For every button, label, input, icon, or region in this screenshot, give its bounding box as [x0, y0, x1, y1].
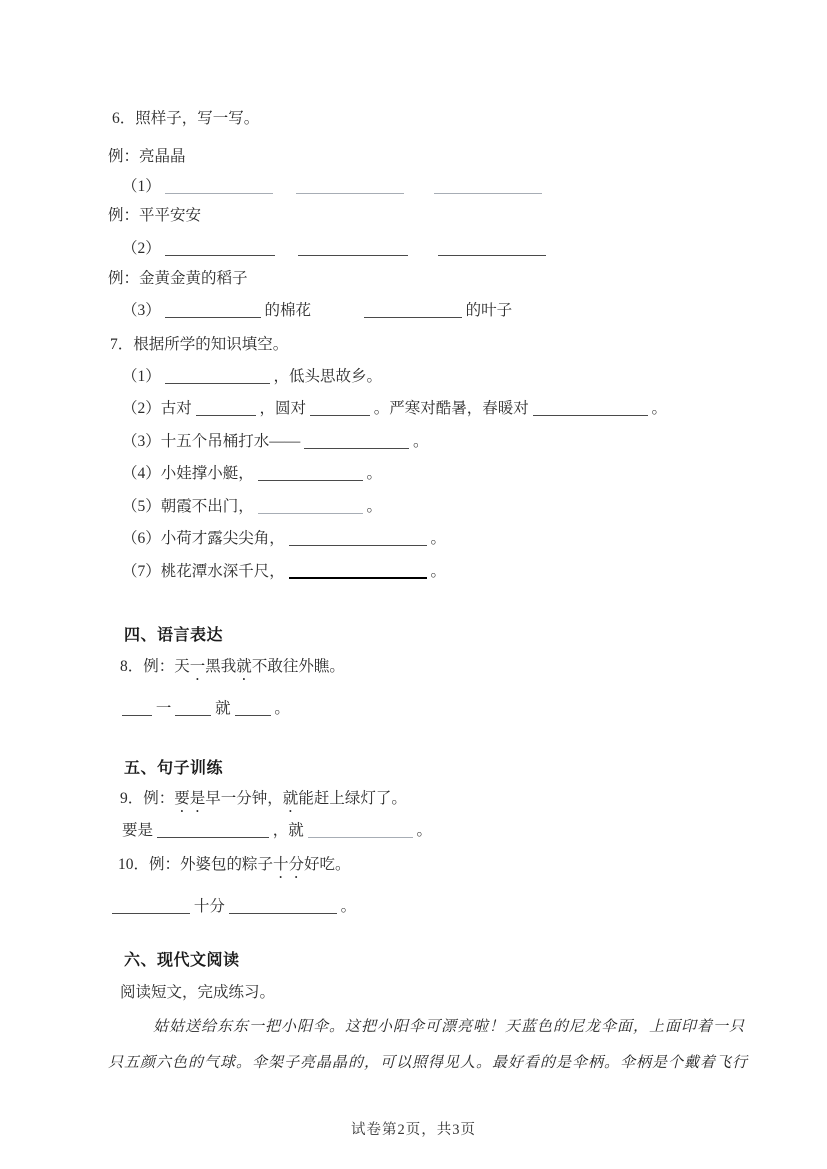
- q6-example-3: [108, 268, 248, 290]
- question-7-title-text: 7．根据所学的知识填空。: [110, 336, 289, 353]
- instruction-text: 阅读短文，完成练习。: [120, 984, 276, 1001]
- q7-item-1: [122, 366, 382, 388]
- question-6-title-text: 6．照样子，写一写。: [112, 110, 260, 127]
- text-segment: 不敢往外瞧。: [251, 658, 345, 675]
- section-heading-text: 五、句子训练: [124, 760, 224, 777]
- q6-example-2: [108, 205, 201, 227]
- emphasis-text: 就: [282, 790, 299, 807]
- q10-answer-line: [112, 896, 356, 918]
- text-segment: 8．例：天: [120, 658, 190, 675]
- text-segment: 。严寒对酷暑，春暖对: [373, 400, 529, 417]
- blank-underline: [298, 241, 408, 256]
- q7-item-6: [122, 528, 446, 550]
- blank-underline: [175, 701, 211, 716]
- blank-underline: [310, 401, 370, 416]
- page-footer: [0, 1118, 827, 1139]
- item-label: （2）: [122, 240, 161, 257]
- spacer: [408, 190, 430, 191]
- text-segment: 。: [416, 822, 433, 839]
- blank-underline: [308, 823, 413, 838]
- text-segment: 。: [366, 465, 383, 482]
- q9-answer-line: [122, 820, 432, 842]
- example-text: 例：亮晶晶: [108, 148, 186, 165]
- text-segment: 的棉花: [264, 302, 312, 319]
- section-5-heading: [124, 758, 223, 780]
- q6-item-1: [122, 176, 542, 198]
- q6-example-1: [108, 146, 186, 168]
- blank-underline: [165, 179, 273, 194]
- blank-underline: [289, 563, 427, 579]
- blank-underline: [296, 179, 404, 194]
- item-label: （1）: [122, 178, 161, 195]
- blank-underline: [229, 899, 337, 914]
- text-segment: （2）古对: [122, 400, 192, 417]
- item-label: （3）: [122, 302, 161, 319]
- section-heading-text: 四、语言表达: [124, 627, 224, 644]
- spacer: [279, 252, 295, 253]
- q8-answer-line: [122, 698, 290, 720]
- text-segment: 的叶子: [465, 302, 513, 319]
- text-segment: 早一分钟，: [205, 790, 283, 807]
- text-segment: 能赶上绿灯了。: [298, 790, 407, 807]
- text-segment: （6）小荷才露尖尖角，: [122, 530, 285, 547]
- section-6-heading: [124, 950, 240, 972]
- passage-text: 只五颜六色的气球。伞架子亮晶晶的，可以照得见人。最好看的是伞柄。伞柄是个戴着飞行: [108, 1055, 749, 1071]
- spacer: [315, 314, 360, 315]
- blank-underline: [157, 823, 269, 838]
- example-text: 例：平平安安: [108, 207, 202, 224]
- text-segment: （1）: [122, 368, 161, 385]
- passage-text: 姑姑送给东东一把小阳伞。这把小阳伞可漂亮啦！天蓝色的尼龙伞面，上面印着一只: [153, 1019, 746, 1035]
- q10-example: [118, 854, 351, 876]
- blank-underline: [533, 401, 648, 416]
- emphasis-text: 一: [189, 658, 206, 675]
- text-segment: 。: [430, 563, 447, 580]
- passage-line-1: [153, 1016, 745, 1038]
- text-segment: 好吃。: [304, 856, 351, 873]
- blank-underline: [122, 701, 152, 716]
- blank-underline: [289, 531, 427, 546]
- blank-underline: [112, 899, 190, 914]
- q7-title: [110, 334, 288, 356]
- section-4-heading: [124, 625, 223, 647]
- text-segment: 。: [366, 498, 383, 515]
- text-segment: ，圆对: [259, 400, 307, 417]
- blank-underline: [438, 241, 546, 256]
- blank-underline: [364, 303, 462, 318]
- section-heading-text: 六、现代文阅读: [124, 952, 240, 969]
- text-segment: （3）十五个吊桶打水——: [122, 433, 301, 450]
- text-segment: 。: [274, 700, 290, 717]
- text-segment: ，低头思故乡。: [273, 368, 383, 385]
- text-segment: 。: [430, 530, 447, 547]
- q8-example: [120, 656, 345, 678]
- q6-title: [112, 108, 259, 130]
- q6-item-2: [122, 238, 546, 260]
- text-segment: （7）桃花潭水深千尺，: [122, 563, 285, 580]
- text-segment: 十分: [193, 898, 225, 915]
- emphasis-text: 十分: [273, 856, 305, 873]
- blank-underline: [165, 241, 275, 256]
- text-segment: 。: [651, 400, 668, 417]
- text-segment: （5）朝霞不出门，: [122, 498, 254, 515]
- blank-underline: [165, 369, 270, 384]
- emphasis-text: 就: [236, 658, 252, 675]
- blank-underline: [258, 499, 363, 514]
- blank-underline: [258, 466, 363, 481]
- text-segment: 9．例：: [120, 790, 175, 807]
- text-segment: 一: [155, 700, 172, 717]
- spacer: [412, 252, 434, 253]
- text-segment: 黑我: [205, 658, 237, 675]
- text-segment: 要是: [122, 822, 154, 839]
- q7-item-5: [122, 496, 382, 518]
- q7-item-3: [122, 431, 429, 453]
- blank-underline: [165, 303, 261, 318]
- blank-underline: [434, 179, 542, 194]
- reading-instruction: [120, 982, 275, 1004]
- example-text: 例：金黄金黄的稻子: [108, 270, 248, 287]
- text-segment: 就: [215, 700, 231, 717]
- passage-line-2: [108, 1052, 748, 1074]
- blank-underline: [196, 401, 256, 416]
- text-segment: 。: [413, 433, 429, 450]
- text-segment: 10．例：外婆包的粽子: [118, 856, 274, 873]
- q9-example: [120, 788, 407, 810]
- spacer: [277, 190, 293, 191]
- text-segment: 。: [340, 898, 357, 915]
- q7-item-2: [122, 398, 667, 420]
- q6-item-3: [122, 300, 512, 322]
- q7-item-7: [122, 561, 446, 583]
- emphasis-text: 要是: [174, 790, 206, 807]
- text-segment: （4）小娃撑小艇，: [122, 465, 254, 482]
- page-number-text: 试卷第2页，共3页: [351, 1122, 476, 1138]
- q7-item-4: [122, 463, 382, 485]
- blank-underline: [235, 701, 271, 716]
- text-segment: ，就: [272, 822, 304, 839]
- blank-underline: [304, 434, 409, 449]
